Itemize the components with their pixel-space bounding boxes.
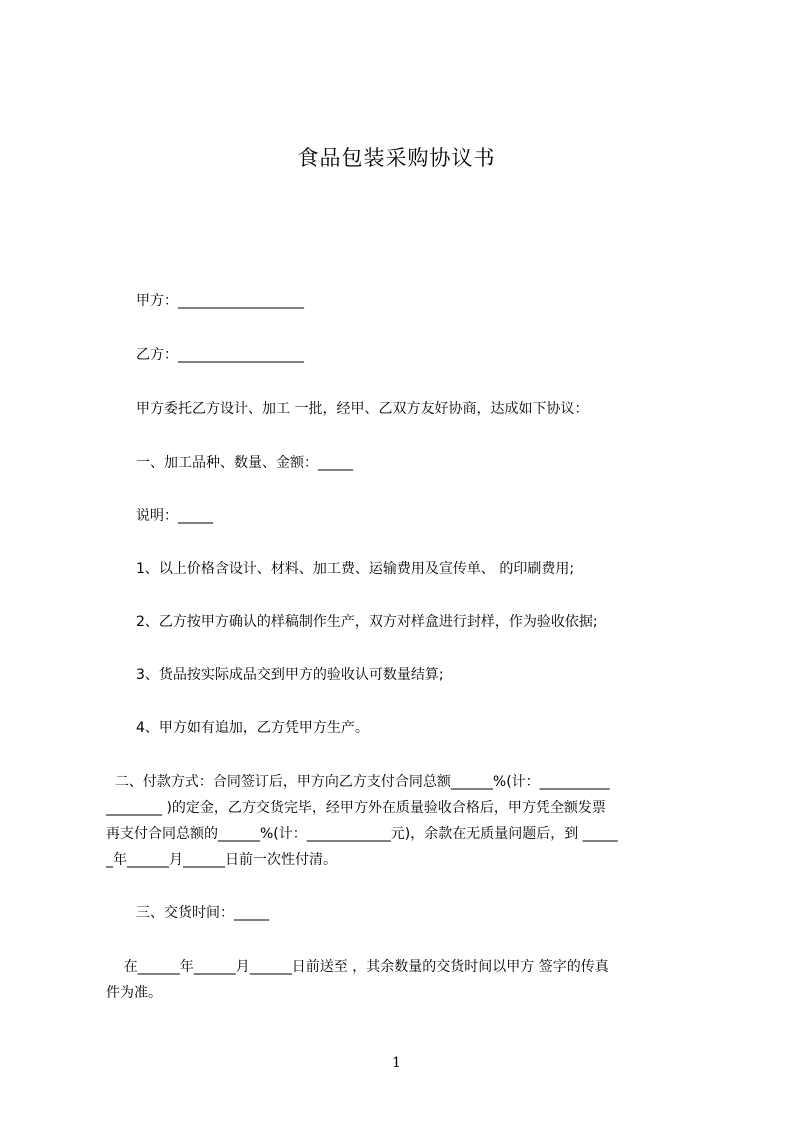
party-a-line: 甲方：__________________: [136, 293, 304, 309]
party-b-line: 乙方：__________________: [136, 347, 304, 363]
section-3-heading: 三、交货时间：_____: [136, 905, 269, 921]
clause-item-3: 3、货品按实际成品交到甲方的验收认可数量结算;: [136, 667, 444, 683]
payment-terms-line: 再支付合同总额的______%(计：____________元)，余款在无质量问题后，到 _____: [106, 826, 618, 842]
note-line: 说明：_____: [136, 508, 213, 524]
delivery-terms-line: 在______年______月______日前送至 ，其余数量的交货时间以甲方 签字的传真: [106, 959, 609, 975]
section-2-payment-terms: [106, 769, 702, 873]
page-number: 1: [392, 1055, 401, 1071]
payment-terms-line: 二、付款方式：合同签订后，甲方向乙方支付合同总额______%(计：__________: [106, 774, 610, 790]
payment-terms-line: _年______月______日前一次性付清。: [106, 852, 337, 868]
clause-item-1: 1、以上价格含设计、材料、加工费、运输费用及宣传单、 的印刷费用;: [136, 561, 575, 577]
clause-item-2: 2、乙方按甲方确认的样稿制作生产，双方对样盒进行封样，作为验收依据;: [136, 614, 598, 630]
payment-terms-line: ________ )的定金，乙方交货完毕，经甲方外在质量验收合格后，甲方凭全额发票: [106, 800, 606, 816]
document-title: 食品包装采购协议书: [297, 146, 496, 170]
intro-paragraph: 甲方委托乙方设计、加工 一批，经甲、乙双方友好协商，达成如下协议：: [136, 401, 589, 417]
delivery-terms-line: 件为准。: [106, 985, 162, 1001]
clause-item-4: 4、甲方如有追加，乙方凭甲方生产。: [136, 720, 369, 736]
delivery-terms: [106, 954, 702, 1006]
section-1-heading: 一、加工品种、数量、金额：_____: [136, 455, 353, 471]
